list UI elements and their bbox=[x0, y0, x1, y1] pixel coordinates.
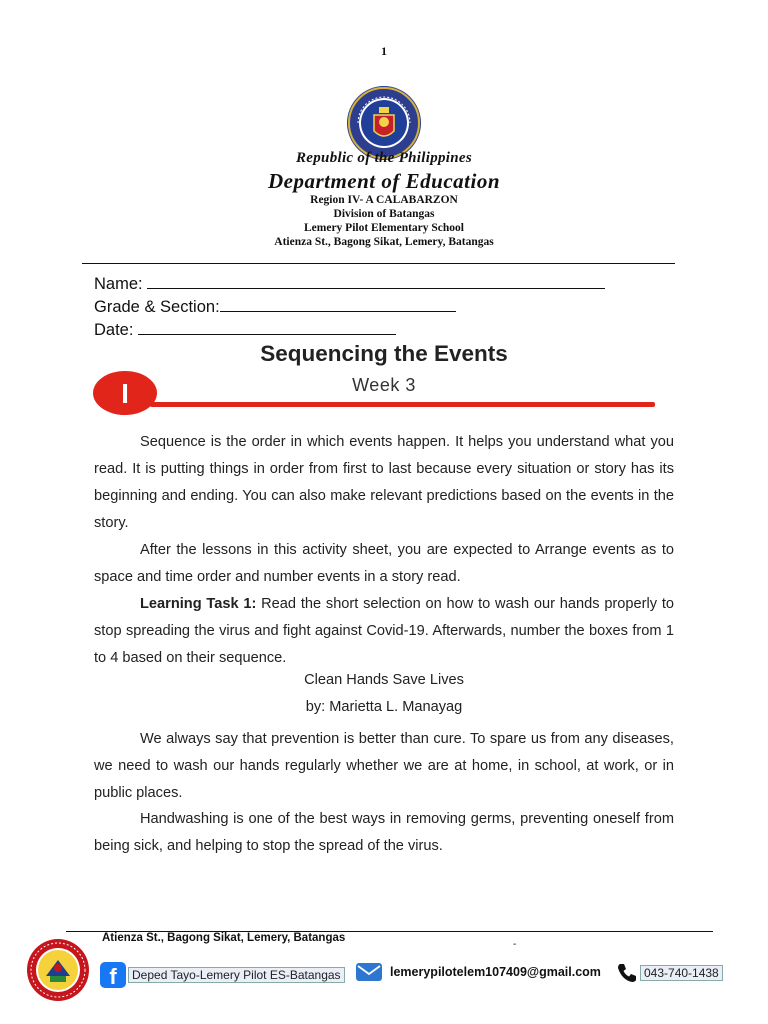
date-field[interactable] bbox=[94, 320, 396, 340]
paragraph-sequence-definition: Sequence is the order in which events happen. It helps you understand what you read. It is putting things in order from first to last because every situation or story has its beginning and ending. You can also make relevant predictions based on the events in the story. bbox=[94, 434, 674, 531]
learning-task-text: Read the short selection on how to wash our hands properly to stop spreading the virus and fight against Covid-19. Afterwards, number the boxes from 1 to 4 based on their sequence. bbox=[94, 596, 674, 666]
school-line: Lemery Pilot Elementary School bbox=[303, 222, 464, 234]
section-red-bar bbox=[150, 402, 655, 407]
grade-section-label: Grade & Section: bbox=[94, 298, 220, 316]
email-address[interactable]: lemerypilotelem107409@gmail.com bbox=[390, 965, 601, 979]
footer-dash: - bbox=[513, 939, 517, 950]
story-title: Clean Hands Save Lives bbox=[304, 672, 464, 688]
footer-facebook[interactable] bbox=[100, 962, 345, 988]
republic-heading: Republic of the Philippines bbox=[295, 150, 473, 166]
mail-icon bbox=[356, 962, 382, 982]
page-number: 1 bbox=[381, 44, 387, 58]
date-label: Date: bbox=[94, 321, 134, 339]
phone-icon bbox=[616, 962, 638, 984]
week-subtitle: Week 3 bbox=[352, 375, 416, 395]
paragraph-prevention: We always say that prevention is better than cure. To spare us from any diseases, we need to wash our hands regularly whether we are at home, in school, at work, or in public places. bbox=[94, 731, 674, 801]
region-line: Region IV- A CALABARZON bbox=[310, 194, 458, 206]
school-logo-icon bbox=[26, 938, 90, 1002]
phone-number[interactable]: 043-740-1438 bbox=[640, 965, 723, 981]
name-blank[interactable] bbox=[147, 274, 605, 289]
section-marker-letter: I bbox=[121, 378, 129, 409]
footer-phone[interactable] bbox=[616, 962, 723, 984]
facebook-icon: f bbox=[100, 962, 126, 988]
grade-section-blank[interactable] bbox=[220, 297, 456, 312]
footer-address: Atienza St., Bagong Sikat, Lemery, Batangas bbox=[102, 932, 346, 944]
facebook-page-label[interactable]: Deped Tayo-Lemery Pilot ES-Batangas bbox=[128, 967, 345, 983]
paragraph-objective: After the lessons in this activity sheet, you are expected to Arrange events as to space and time order and number events in a story read. bbox=[94, 542, 674, 585]
name-label: Name: bbox=[94, 275, 143, 293]
department-heading: Department of Education bbox=[267, 169, 500, 193]
grade-section-field[interactable] bbox=[94, 297, 456, 317]
story-author: by: Marietta L. Manayag bbox=[305, 699, 463, 715]
paragraph-learning-task bbox=[94, 591, 674, 672]
footer-email[interactable] bbox=[356, 962, 601, 982]
name-field[interactable] bbox=[94, 274, 605, 294]
school-address-line: Atienza St., Bagong Sikat, Lemery, Batangas bbox=[274, 236, 494, 248]
paragraph-handwashing: Handwashing is one of the best ways in removing germs, preventing oneself from being sick, and helping to stop the spread of the virus. bbox=[94, 811, 674, 854]
date-blank[interactable] bbox=[138, 320, 396, 335]
learning-task-label: Learning Task 1: bbox=[140, 596, 257, 612]
page-title: Sequencing the Events bbox=[260, 341, 508, 366]
division-line: Division of Batangas bbox=[333, 208, 435, 220]
section-i-marker-icon bbox=[92, 370, 158, 416]
header-divider bbox=[82, 263, 675, 264]
